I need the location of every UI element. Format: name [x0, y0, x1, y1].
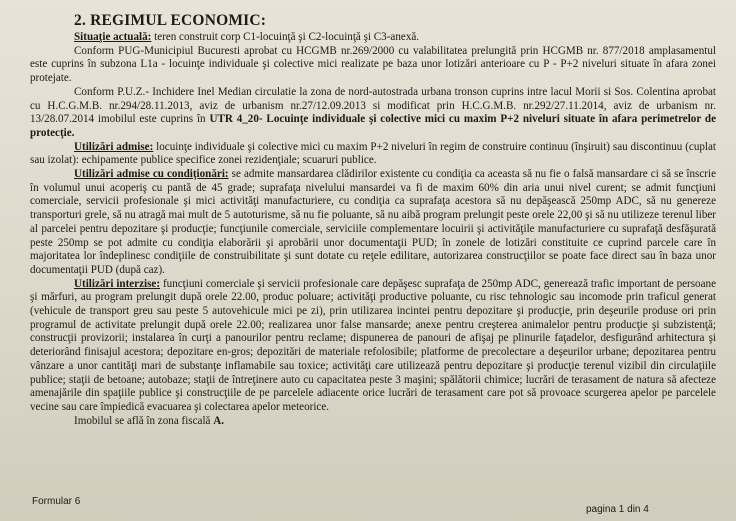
admise-label: Utilizări admise:	[74, 140, 154, 153]
pug-paragraph: Conform PUG-Municipiul Bucuresti aprobat cu HCGMB nr.269/2000 cu valabilitatea prelungită prin HCGMB nr. 877/2018 amplasamentul este cuprins în subzona L1a - locuinţe individuale şi colective mici realizate pe baza unor lotizări anterioare cu P - P+2 niveluri situate în afara zonei protejate.	[30, 44, 716, 85]
fiscal-paragraph	[30, 415, 716, 429]
puz-text: Conform P.U.Z.- Inchidere Inel Median circulatie la zona de nord-autostrada urbana tronson cuprins intre lacul Morii si Sos. Colentina aprobat cu H.C.G.M.B. nr.294/28.11.2013, aviz de urbanism nr.27/12.09.2013 si modificat prin H.C.G.M.B. nr.292/27.11.2014, aviz de urbanism nr. 13/28.07.2014 imobilul este cuprins în	[30, 85, 716, 126]
interzise-label: Utilizări interzise:	[74, 277, 161, 290]
fiscal-zone: A.	[213, 414, 225, 427]
interzise-paragraph	[30, 278, 716, 415]
conditionari-label: Utilizări admise cu condiţionări:	[74, 168, 229, 181]
situatie-text: teren construit corp C1-locuinţă şi C2-locuinţă şi C3-anexă.	[151, 31, 420, 43]
puz-paragraph	[30, 86, 716, 141]
conditionari-paragraph	[30, 168, 716, 278]
form-number: Formular 6	[32, 496, 81, 507]
conditionari-text: se admite mansardarea clădirilor existente cu condiţia ca aceasta să nu fie o falsă mansardare ci să se înscrie în volumul unui acoperiş cu pantă de 45 grade; suprafaţa nivelului mansardei va fi de maxim 60% din aria unui nivel curent; se admit funcţiuni comerciale, servicii profesionale şi mici activităţi manufacturiere, cu condiţia ca suprafaţa acestora să nu depăşească 250mp ADC, să nu genereze transporturi grele, să nu atragă mai mult de 5 autoturisme, să nu fie poluante, să nu aibă program prelungit peste orele 22,00 şi să nu utilizeze terenul liber al parcelei pentru depozitare şi producţie; funcţiunile comerciale, serviciile complementare locuirii şi activităţile manufacturiere cu suprafaţă desfăşurată peste 250mp se pot admite cu condiţia elaborării şi aprobării unor documentaţii PUD; în zonele de lotizări constituite ce cuprind parcele care în majoritatea lor îndeplinesc condiţiile de construibilitate şi sunt dotate cu reţele edilitare, autorizarea construcţiilor se poate face direct sau în baza unor documentaţii PUD (după caz).	[30, 168, 716, 276]
interzise-text: funcţiuni comerciale şi servicii profesionale care depăşesc suprafaţa de 250mp ADC, generează trafic important de persoane şi mărfuri, au program prelungit după orele 22.00, produc poluare; activităţi productive poluante, cu risc tehnologic sau incomode prin traficul generat (vehicule de transport greu sau peste 5 autovehicule mici pe zi), prin utilizarea incintei pentru depozitare şi producţie, prin deşeurile produse ori prin programul de activitate prelungit după orele 22.00; realizarea unor false mansarde; anexe pentru creşterea animalelor pentru producţie şi subzistenţă; construcţii provizorii; instalarea în curţi a panourilor pentru reclame; dispunerea de panouri de afişaj pe plinurile faţadelor, desfigurând arhitectura şi deteriorând finisajul acestora; depozitare en-gros; depozitări de materiale refolosibile; platforme de precolectare a deşeurilor urbane; depozitarea pentru vânzare a unor cantităţi mari de substanţe inflamabile sau toxice; activităţi care utilizează pentru depozitare şi producţie terenul vizibil din circulaţiile publice; staţii de betoane; autobaze; staţii de întreţinere auto cu capacitatea peste 3 maşini; spălătorii chimice; lucrări de terasament de natura să afecteze amenajările din spaţiile publice şi construcţiile de pe parcelele adiacente orice lucrări de terasament care pot să provoace scurgerea apelor pe parcelele vecine sau care împiedică evacuarea şi colectarea apelor meteorice.	[30, 277, 716, 413]
fiscal-text: Imobilul se află în zona fiscală	[74, 414, 214, 427]
situatie-label: Situaţie actuală:	[74, 31, 152, 43]
situatie-paragraph	[30, 31, 716, 45]
admise-text: locuinţe individuale şi colective mici cu maxim P+2 niveluri în regim de construire continuu (înşiruit) sau discontinuu (cuplat sau izolat): echipamente publice specifice zonei rezidenţiale; scuaruri publice.	[30, 140, 716, 167]
admise-paragraph	[30, 141, 716, 168]
section-heading: 2. REGIMUL ECONOMIC:	[74, 12, 267, 29]
puz-utr-text: UTR 4_20- Locuinţe individuale şi colective mici cu maxim P+2 niveluri situate în afara perimetrelor de protecţie.	[30, 113, 716, 139]
page-number: pagina 1 din 4	[586, 504, 649, 515]
